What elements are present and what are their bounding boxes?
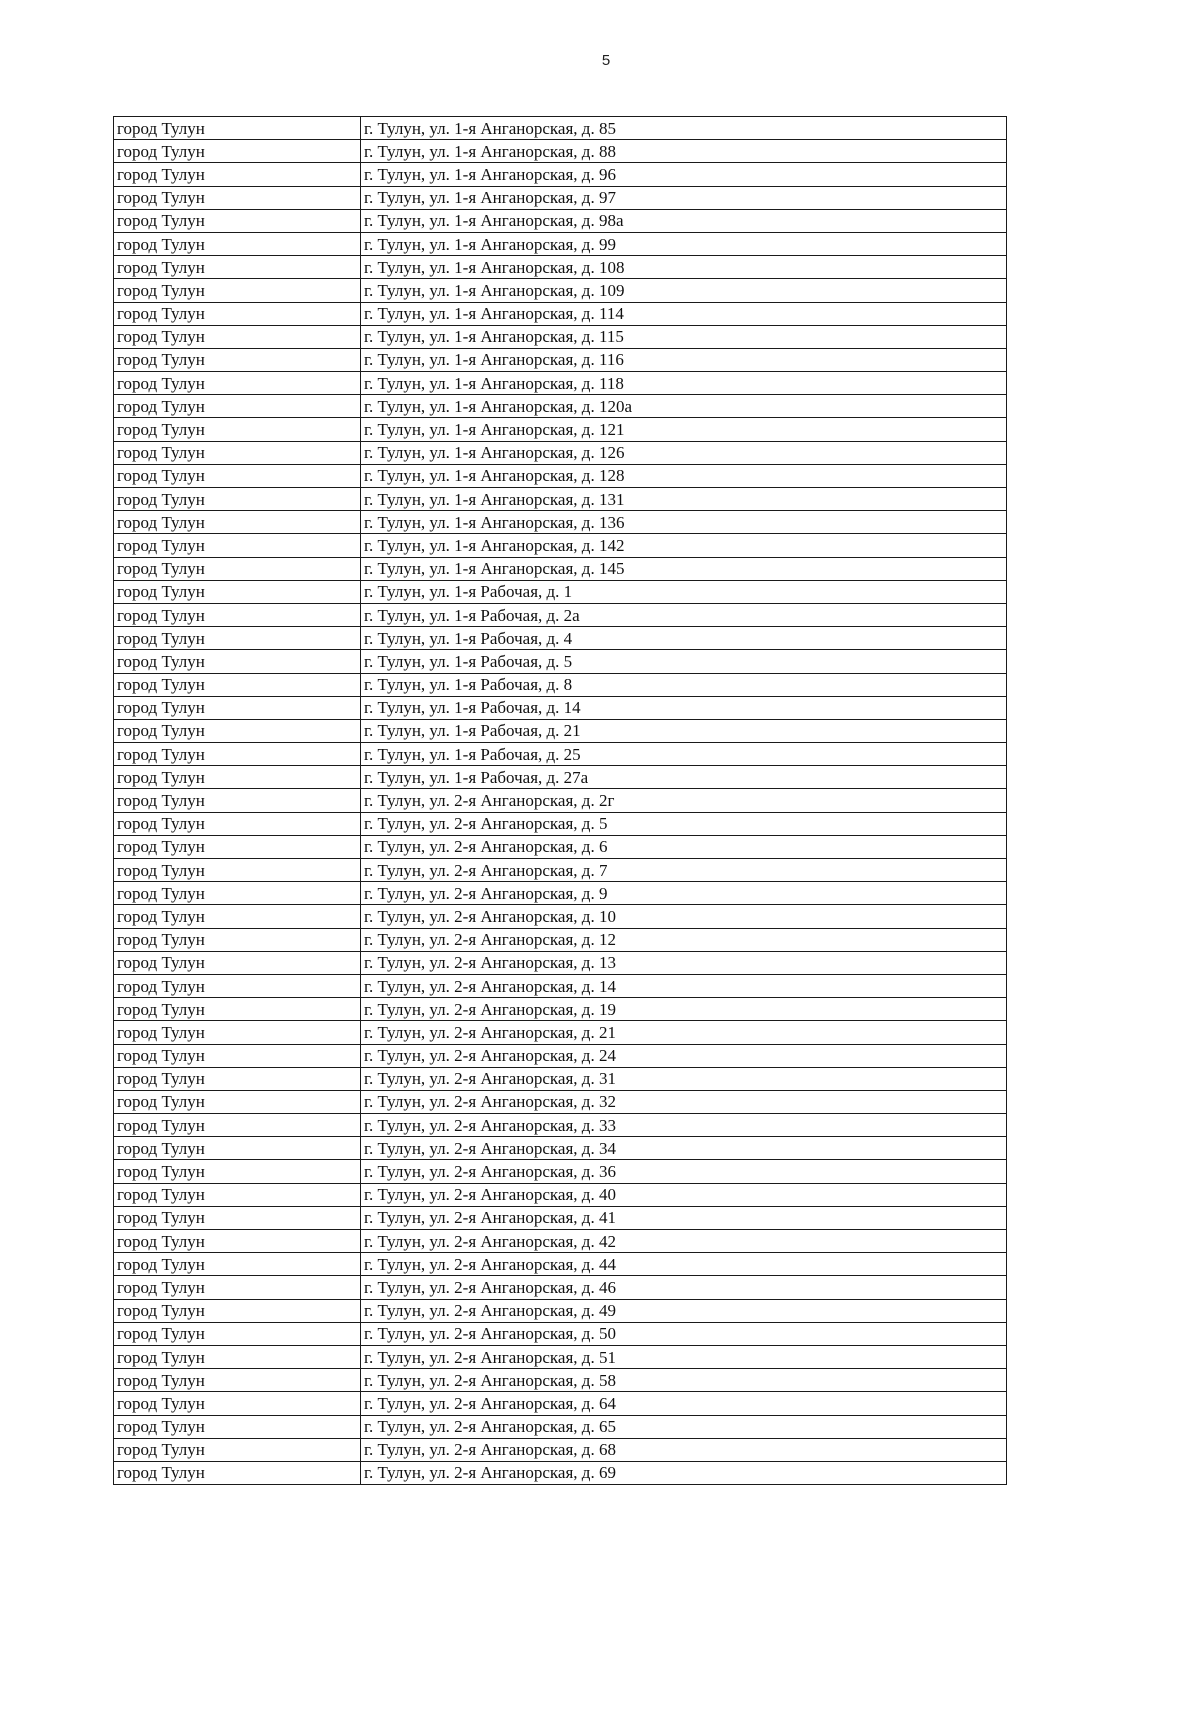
table-row <box>114 1090 1007 1113</box>
settlement-cell: город Тулун <box>114 1322 361 1345</box>
settlement-cell: город Тулун <box>114 418 361 441</box>
table-row <box>114 511 1007 534</box>
address-cell: г. Тулун, ул. 2-я Анганорская, д. 46 <box>361 1276 1007 1299</box>
settlement-cell: город Тулун <box>114 256 361 279</box>
table-row <box>114 928 1007 951</box>
settlement-cell: город Тулун <box>114 557 361 580</box>
address-cell: г. Тулун, ул. 1-я Анганорская, д. 131 <box>361 488 1007 511</box>
settlement-cell: город Тулун <box>114 464 361 487</box>
table-row <box>114 1392 1007 1415</box>
settlement-cell: город Тулун <box>114 580 361 603</box>
table-row <box>114 302 1007 325</box>
table-row <box>114 1369 1007 1392</box>
address-cell: г. Тулун, ул. 1-я Анганорская, д. 109 <box>361 279 1007 302</box>
address-cell: г. Тулун, ул. 2-я Анганорская, д. 21 <box>361 1021 1007 1044</box>
address-cell: г. Тулун, ул. 2-я Анганорская, д. 10 <box>361 905 1007 928</box>
address-cell: г. Тулун, ул. 1-я Анганорская, д. 142 <box>361 534 1007 557</box>
settlement-cell: город Тулун <box>114 673 361 696</box>
address-cell: г. Тулун, ул. 1-я Рабочая, д. 25 <box>361 743 1007 766</box>
settlement-cell: город Тулун <box>114 1392 361 1415</box>
settlement-cell: город Тулун <box>114 743 361 766</box>
address-cell: г. Тулун, ул. 2-я Анганорская, д. 69 <box>361 1461 1007 1484</box>
address-cell: г. Тулун, ул. 2-я Анганорская, д. 5 <box>361 812 1007 835</box>
address-cell: г. Тулун, ул. 2-я Анганорская, д. 32 <box>361 1090 1007 1113</box>
address-table <box>113 116 1007 1485</box>
address-cell: г. Тулун, ул. 1-я Анганорская, д. 136 <box>361 511 1007 534</box>
table-row <box>114 534 1007 557</box>
address-cell: г. Тулун, ул. 1-я Анганорская, д. 120а <box>361 395 1007 418</box>
table-row <box>114 163 1007 186</box>
settlement-cell: город Тулун <box>114 279 361 302</box>
address-cell: г. Тулун, ул. 2-я Анганорская, д. 7 <box>361 859 1007 882</box>
table-row <box>114 859 1007 882</box>
table-row <box>114 186 1007 209</box>
settlement-cell: город Тулун <box>114 1206 361 1229</box>
table-row <box>114 1044 1007 1067</box>
table-row <box>114 464 1007 487</box>
settlement-cell: город Тулун <box>114 835 361 858</box>
address-cell: г. Тулун, ул. 2-я Анганорская, д. 14 <box>361 974 1007 997</box>
address-cell: г. Тулун, ул. 1-я Анганорская, д. 96 <box>361 163 1007 186</box>
address-cell: г. Тулун, ул. 2-я Анганорская, д. 13 <box>361 951 1007 974</box>
settlement-cell: город Тулун <box>114 1276 361 1299</box>
table-row <box>114 603 1007 626</box>
address-cell: г. Тулун, ул. 2-я Анганорская, д. 65 <box>361 1415 1007 1438</box>
settlement-cell: город Тулун <box>114 325 361 348</box>
address-cell: г. Тулун, ул. 2-я Анганорская, д. 36 <box>361 1160 1007 1183</box>
table-row <box>114 488 1007 511</box>
table-row <box>114 418 1007 441</box>
settlement-cell: город Тулун <box>114 1461 361 1484</box>
address-cell: г. Тулун, ул. 2-я Анганорская, д. 40 <box>361 1183 1007 1206</box>
address-cell: г. Тулун, ул. 2-я Анганорская, д. 44 <box>361 1253 1007 1276</box>
settlement-cell: город Тулун <box>114 488 361 511</box>
settlement-cell: город Тулун <box>114 117 361 140</box>
settlement-cell: город Тулун <box>114 163 361 186</box>
table-row <box>114 557 1007 580</box>
table-row <box>114 719 1007 742</box>
settlement-cell: город Тулун <box>114 232 361 255</box>
settlement-cell: город Тулун <box>114 1230 361 1253</box>
page-number: 5 <box>601 52 611 69</box>
address-table-body <box>114 117 1007 1485</box>
address-cell: г. Тулун, ул. 1-я Рабочая, д. 2а <box>361 603 1007 626</box>
address-cell: г. Тулун, ул. 2-я Анганорская, д. 12 <box>361 928 1007 951</box>
address-cell: г. Тулун, ул. 1-я Рабочая, д. 14 <box>361 696 1007 719</box>
address-cell: г. Тулун, ул. 1-я Анганорская, д. 98а <box>361 209 1007 232</box>
address-cell: г. Тулун, ул. 1-я Анганорская, д. 116 <box>361 348 1007 371</box>
address-cell: г. Тулун, ул. 2-я Анганорская, д. 31 <box>361 1067 1007 1090</box>
settlement-cell: город Тулун <box>114 209 361 232</box>
settlement-cell: город Тулун <box>114 348 361 371</box>
settlement-cell: город Тулун <box>114 511 361 534</box>
table-row <box>114 1276 1007 1299</box>
address-cell: г. Тулун, ул. 2-я Анганорская, д. 24 <box>361 1044 1007 1067</box>
settlement-cell: город Тулун <box>114 1044 361 1067</box>
address-cell: г. Тулун, ул. 2-я Анганорская, д. 34 <box>361 1137 1007 1160</box>
table-row <box>114 1114 1007 1137</box>
table-row <box>114 1438 1007 1461</box>
table-row <box>114 998 1007 1021</box>
settlement-cell: город Тулун <box>114 534 361 557</box>
table-row <box>114 1299 1007 1322</box>
settlement-cell: город Тулун <box>114 1021 361 1044</box>
table-row <box>114 1322 1007 1345</box>
table-row <box>114 580 1007 603</box>
settlement-cell: город Тулун <box>114 372 361 395</box>
table-row <box>114 348 1007 371</box>
settlement-cell: город Тулун <box>114 951 361 974</box>
settlement-cell: город Тулун <box>114 140 361 163</box>
address-cell: г. Тулун, ул. 1-я Рабочая, д. 21 <box>361 719 1007 742</box>
address-cell: г. Тулун, ул. 1-я Анганорская, д. 126 <box>361 441 1007 464</box>
table-row <box>114 1206 1007 1229</box>
settlement-cell: город Тулун <box>114 395 361 418</box>
settlement-cell: город Тулун <box>114 882 361 905</box>
address-cell: г. Тулун, ул. 1-я Анганорская, д. 99 <box>361 232 1007 255</box>
table-row <box>114 905 1007 928</box>
settlement-cell: город Тулун <box>114 1438 361 1461</box>
table-row <box>114 673 1007 696</box>
address-cell: г. Тулун, ул. 2-я Анганорская, д. 49 <box>361 1299 1007 1322</box>
table-row <box>114 789 1007 812</box>
table-row <box>114 1345 1007 1368</box>
settlement-cell: город Тулун <box>114 1369 361 1392</box>
address-cell: г. Тулун, ул. 1-я Рабочая, д. 1 <box>361 580 1007 603</box>
address-cell: г. Тулун, ул. 1-я Анганорская, д. 115 <box>361 325 1007 348</box>
address-cell: г. Тулун, ул. 1-я Анганорская, д. 88 <box>361 140 1007 163</box>
table-row <box>114 1253 1007 1276</box>
table-row <box>114 766 1007 789</box>
table-row <box>114 743 1007 766</box>
table-row <box>114 650 1007 673</box>
address-cell: г. Тулун, ул. 1-я Рабочая, д. 8 <box>361 673 1007 696</box>
settlement-cell: город Тулун <box>114 603 361 626</box>
address-cell: г. Тулун, ул. 1-я Анганорская, д. 97 <box>361 186 1007 209</box>
address-cell: г. Тулун, ул. 2-я Анганорская, д. 9 <box>361 882 1007 905</box>
settlement-cell: город Тулун <box>114 650 361 673</box>
settlement-cell: город Тулун <box>114 974 361 997</box>
settlement-cell: город Тулун <box>114 1067 361 1090</box>
table-row <box>114 1160 1007 1183</box>
address-cell: г. Тулун, ул. 2-я Анганорская, д. 50 <box>361 1322 1007 1345</box>
address-cell: г. Тулун, ул. 2-я Анганорская, д. 68 <box>361 1438 1007 1461</box>
address-cell: г. Тулун, ул. 1-я Анганорская, д. 145 <box>361 557 1007 580</box>
address-cell: г. Тулун, ул. 1-я Анганорская, д. 85 <box>361 117 1007 140</box>
settlement-cell: город Тулун <box>114 696 361 719</box>
address-cell: г. Тулун, ул. 1-я Рабочая, д. 27а <box>361 766 1007 789</box>
address-cell: г. Тулун, ул. 1-я Рабочая, д. 5 <box>361 650 1007 673</box>
settlement-cell: город Тулун <box>114 1137 361 1160</box>
address-cell: г. Тулун, ул. 2-я Анганорская, д. 64 <box>361 1392 1007 1415</box>
address-cell: г. Тулун, ул. 2-я Анганорская, д. 33 <box>361 1114 1007 1137</box>
table-row <box>114 1021 1007 1044</box>
settlement-cell: город Тулун <box>114 1090 361 1113</box>
settlement-cell: город Тулун <box>114 789 361 812</box>
settlement-cell: город Тулун <box>114 766 361 789</box>
table-row <box>114 696 1007 719</box>
settlement-cell: город Тулун <box>114 1114 361 1137</box>
settlement-cell: город Тулун <box>114 928 361 951</box>
table-row <box>114 325 1007 348</box>
settlement-cell: город Тулун <box>114 1160 361 1183</box>
settlement-cell: город Тулун <box>114 859 361 882</box>
settlement-cell: город Тулун <box>114 1183 361 1206</box>
address-cell: г. Тулун, ул. 2-я Анганорская, д. 19 <box>361 998 1007 1021</box>
table-row <box>114 140 1007 163</box>
table-row <box>114 372 1007 395</box>
table-row <box>114 951 1007 974</box>
address-cell: г. Тулун, ул. 2-я Анганорская, д. 6 <box>361 835 1007 858</box>
table-row <box>114 256 1007 279</box>
settlement-cell: город Тулун <box>114 302 361 325</box>
table-row <box>114 395 1007 418</box>
table-row <box>114 627 1007 650</box>
table-row <box>114 835 1007 858</box>
table-row <box>114 1183 1007 1206</box>
table-row <box>114 812 1007 835</box>
table-row <box>114 1415 1007 1438</box>
table-row <box>114 1067 1007 1090</box>
settlement-cell: город Тулун <box>114 186 361 209</box>
settlement-cell: город Тулун <box>114 905 361 928</box>
address-cell: г. Тулун, ул. 2-я Анганорская, д. 58 <box>361 1369 1007 1392</box>
address-cell: г. Тулун, ул. 2-я Анганорская, д. 2г <box>361 789 1007 812</box>
table-row <box>114 209 1007 232</box>
address-cell: г. Тулун, ул. 2-я Анганорская, д. 41 <box>361 1206 1007 1229</box>
table-row <box>114 882 1007 905</box>
settlement-cell: город Тулун <box>114 1415 361 1438</box>
settlement-cell: город Тулун <box>114 719 361 742</box>
address-cell: г. Тулун, ул. 1-я Анганорская, д. 118 <box>361 372 1007 395</box>
address-cell: г. Тулун, ул. 2-я Анганорская, д. 51 <box>361 1345 1007 1368</box>
settlement-cell: город Тулун <box>114 1345 361 1368</box>
table-row <box>114 1137 1007 1160</box>
address-cell: г. Тулун, ул. 1-я Рабочая, д. 4 <box>361 627 1007 650</box>
table-row <box>114 974 1007 997</box>
table-row <box>114 232 1007 255</box>
address-cell: г. Тулун, ул. 1-я Анганорская, д. 128 <box>361 464 1007 487</box>
address-cell: г. Тулун, ул. 1-я Анганорская, д. 121 <box>361 418 1007 441</box>
settlement-cell: город Тулун <box>114 1299 361 1322</box>
address-cell: г. Тулун, ул. 1-я Анганорская, д. 114 <box>361 302 1007 325</box>
address-cell: г. Тулун, ул. 1-я Анганорская, д. 108 <box>361 256 1007 279</box>
table-row <box>114 117 1007 140</box>
table-row <box>114 441 1007 464</box>
settlement-cell: город Тулун <box>114 812 361 835</box>
settlement-cell: город Тулун <box>114 441 361 464</box>
settlement-cell: город Тулун <box>114 998 361 1021</box>
settlement-cell: город Тулун <box>114 627 361 650</box>
table-row <box>114 279 1007 302</box>
settlement-cell: город Тулун <box>114 1253 361 1276</box>
address-cell: г. Тулун, ул. 2-я Анганорская, д. 42 <box>361 1230 1007 1253</box>
table-row <box>114 1461 1007 1484</box>
table-row <box>114 1230 1007 1253</box>
